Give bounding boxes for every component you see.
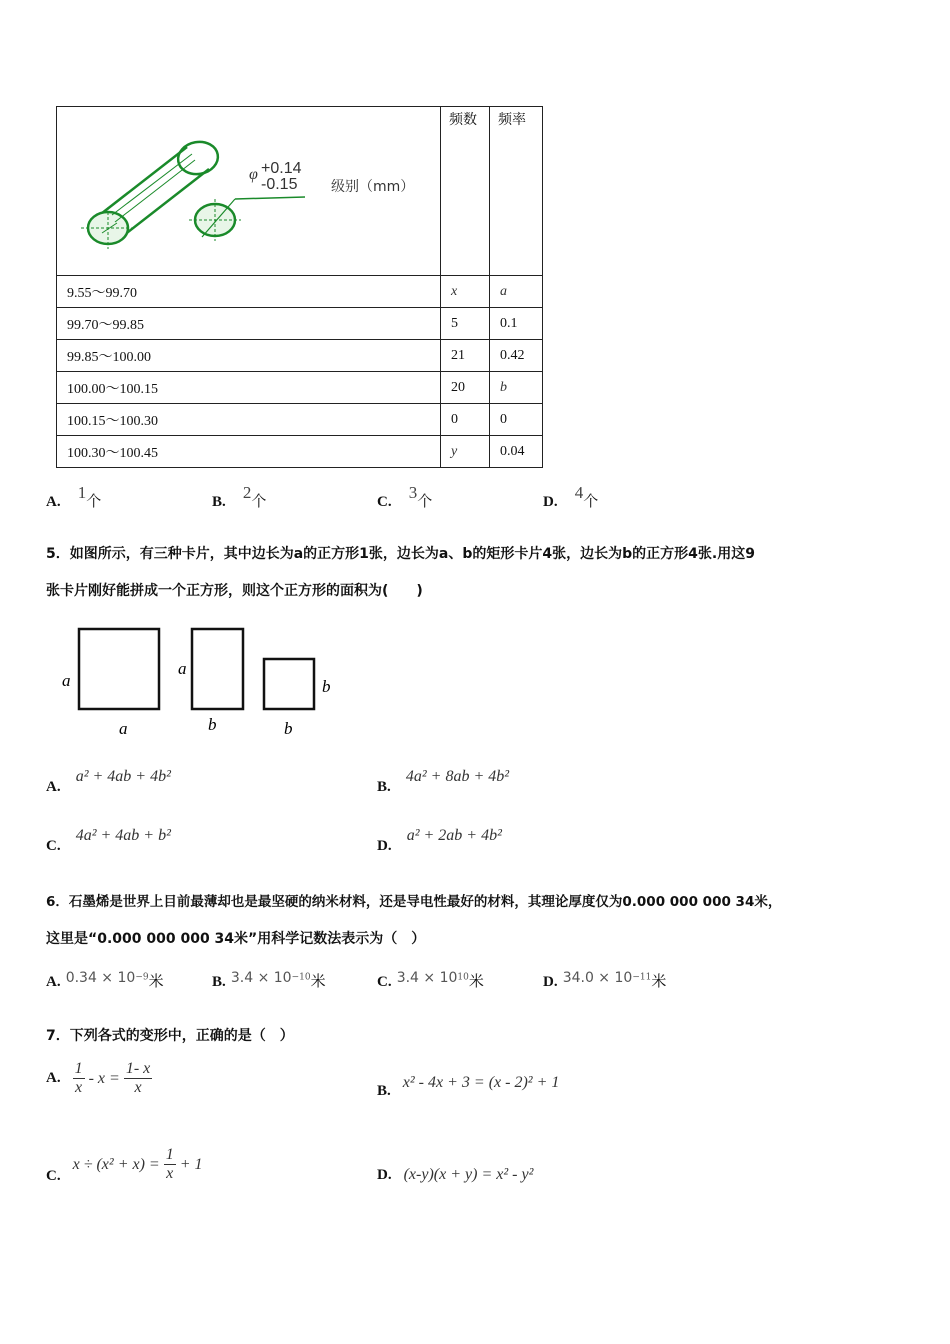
pipe-figure-cell: [57, 107, 441, 276]
q6-stem-line1: 6．石墨烯是世界上目前最薄却也是最坚硬的纳米材料，还是导电性最好的材料，其理论厚度仅为0.000 000 000 34米，: [46, 894, 782, 910]
option-unit: 米: [651, 972, 667, 990]
row-count: 20: [441, 372, 490, 404]
row-range: 99.85～100.00: [57, 340, 441, 372]
option-expression: (x-y)(x + y) = x² - y²: [403, 1166, 534, 1183]
option-expression: a² + 2ab + 4b²: [406, 827, 502, 844]
q6-stem-line2: 这里是“0.000 000 000 34米”用科学记数法表示为（ ）: [46, 931, 426, 947]
option-coefficient: 3.4 × 10: [230, 970, 292, 986]
option-label: D.: [543, 494, 558, 510]
fraction: [124, 1060, 152, 1097]
q5-stem-line1: 5．如图所示，有三种卡片，其中边长为a的正方形1张，边长为a、b的矩形卡片4张，边长为b的正方形4张.用这9: [46, 546, 755, 562]
q5-stem-line2: 张卡片刚好能拼成一个正方形，则这个正方形的面积为( ): [46, 583, 423, 599]
option-label: C.: [377, 974, 392, 990]
q7-option-a[interactable]: [46, 1060, 152, 1097]
row-frequency: 0.42: [490, 340, 543, 372]
table-header-row: [57, 107, 543, 276]
level-label: 级别（mm）: [331, 179, 415, 195]
option-unit: 米: [148, 972, 164, 990]
row-count: 21: [441, 340, 490, 372]
option-expression: - x =: [88, 1069, 120, 1087]
option-unit: 个: [417, 492, 433, 510]
q5-option-d[interactable]: [377, 827, 502, 855]
q6-option-a[interactable]: [46, 970, 164, 991]
option-exponent: −10: [291, 972, 311, 983]
q4-option-c[interactable]: [377, 483, 433, 511]
row-count: 5: [441, 308, 490, 340]
phi-symbol: φ: [249, 166, 258, 183]
q5-option-c[interactable]: [46, 827, 171, 855]
option-unit: 个: [251, 492, 267, 510]
table-row: [57, 276, 543, 308]
option-label: A.: [46, 1070, 61, 1086]
square-a: [79, 629, 159, 709]
fraction: [73, 1060, 85, 1097]
q7-stem: 7．下列各式的变形中，正确的是（ ）: [46, 1028, 294, 1044]
table-row: [57, 404, 543, 436]
option-label: B.: [377, 779, 391, 795]
fraction-denominator: x: [134, 1079, 142, 1096]
fraction-denominator: x: [75, 1079, 83, 1096]
fraction-denominator: x: [166, 1165, 174, 1182]
table-row: [57, 308, 543, 340]
row-count: y: [441, 436, 490, 468]
option-value: 4: [574, 483, 584, 502]
option-coefficient: 0.34 × 10: [65, 970, 136, 986]
frequency-table: [56, 106, 543, 468]
label-b: b: [322, 677, 331, 696]
option-label: D.: [377, 838, 392, 854]
option-label: B.: [377, 1082, 391, 1099]
label-a: a: [178, 659, 187, 678]
q6-option-d[interactable]: [543, 970, 666, 991]
option-label: D.: [377, 1166, 392, 1183]
row-frequency: 0: [490, 404, 543, 436]
rectangle-ab: [192, 629, 243, 709]
q6-option-b[interactable]: [212, 970, 326, 991]
q6-option-c[interactable]: [377, 970, 484, 991]
q7-option-c[interactable]: [46, 1146, 203, 1183]
row-frequency: b: [490, 372, 543, 404]
tolerance-plus: +0.14: [261, 160, 302, 177]
option-exponent: −9: [135, 972, 149, 983]
header-count: 频数: [441, 107, 490, 276]
q4-option-d[interactable]: [543, 483, 599, 511]
option-label: C.: [46, 1168, 61, 1184]
option-unit: 米: [468, 972, 484, 990]
option-expression: x² - 4x + 3 = (x - 2)² + 1: [402, 1074, 560, 1091]
option-unit: 米: [310, 972, 326, 990]
label-b: b: [284, 719, 293, 738]
row-range: 100.30～100.45: [57, 436, 441, 468]
option-unit: 个: [86, 492, 102, 510]
table-row: [57, 372, 543, 404]
option-unit: 个: [583, 492, 599, 510]
fraction-numerator: 1: [74, 1060, 83, 1077]
q7-option-d[interactable]: [377, 1166, 533, 1184]
row-range: 100.00～100.15: [57, 372, 441, 404]
tolerance-minus: -0.15: [261, 176, 298, 193]
row-count: 0: [441, 404, 490, 436]
row-count: x: [441, 276, 490, 308]
row-range: 99.70～99.85: [57, 308, 441, 340]
table-row: [57, 436, 543, 468]
row-frequency: 0.04: [490, 436, 543, 468]
q5-option-b[interactable]: [377, 768, 510, 796]
row-frequency: a: [490, 276, 543, 308]
option-label: C.: [377, 494, 392, 510]
option-coefficient: 3.4 × 10: [396, 970, 458, 986]
option-expression: a² + 4ab + 4b²: [75, 768, 171, 785]
option-expression: x ÷ (x² + x) =: [72, 1155, 160, 1173]
option-label: C.: [46, 838, 61, 854]
option-expression: 4a² + 8ab + 4b²: [405, 768, 510, 785]
label-a: a: [119, 719, 128, 738]
q7-option-b[interactable]: [377, 1074, 560, 1099]
option-value: 2: [242, 483, 252, 502]
option-label: A.: [46, 779, 61, 795]
q5-card-figure: [56, 620, 356, 744]
pipe-figure: [57, 107, 440, 273]
option-label: A.: [46, 974, 61, 990]
fraction-numerator: 1: [165, 1146, 174, 1163]
option-label: B.: [212, 494, 226, 510]
label-b: b: [208, 715, 217, 734]
option-expression: 4a² + 4ab + b²: [75, 827, 171, 844]
option-value: 1: [77, 483, 87, 502]
option-label: D.: [543, 974, 558, 990]
option-expression: + 1: [179, 1155, 203, 1173]
header-frequency: 频率: [490, 107, 543, 276]
fraction-numerator: 1- x: [125, 1060, 151, 1077]
row-range: 100.15～100.30: [57, 404, 441, 436]
row-range: 9.55～99.70: [57, 276, 441, 308]
q5-option-a[interactable]: [46, 768, 171, 796]
q4-option-a[interactable]: [46, 483, 102, 511]
square-b: [264, 659, 314, 709]
table-row: [57, 340, 543, 372]
option-exponent: −11: [632, 972, 652, 983]
row-frequency: 0.1: [490, 308, 543, 340]
q4-option-b[interactable]: [212, 483, 267, 511]
option-exponent: 10: [457, 972, 469, 983]
option-coefficient: 34.0 × 10: [562, 970, 633, 986]
fraction: [164, 1146, 176, 1183]
label-a: a: [62, 671, 71, 690]
option-label: B.: [212, 974, 226, 990]
option-value: 3: [408, 483, 418, 502]
option-label: A.: [46, 494, 61, 510]
